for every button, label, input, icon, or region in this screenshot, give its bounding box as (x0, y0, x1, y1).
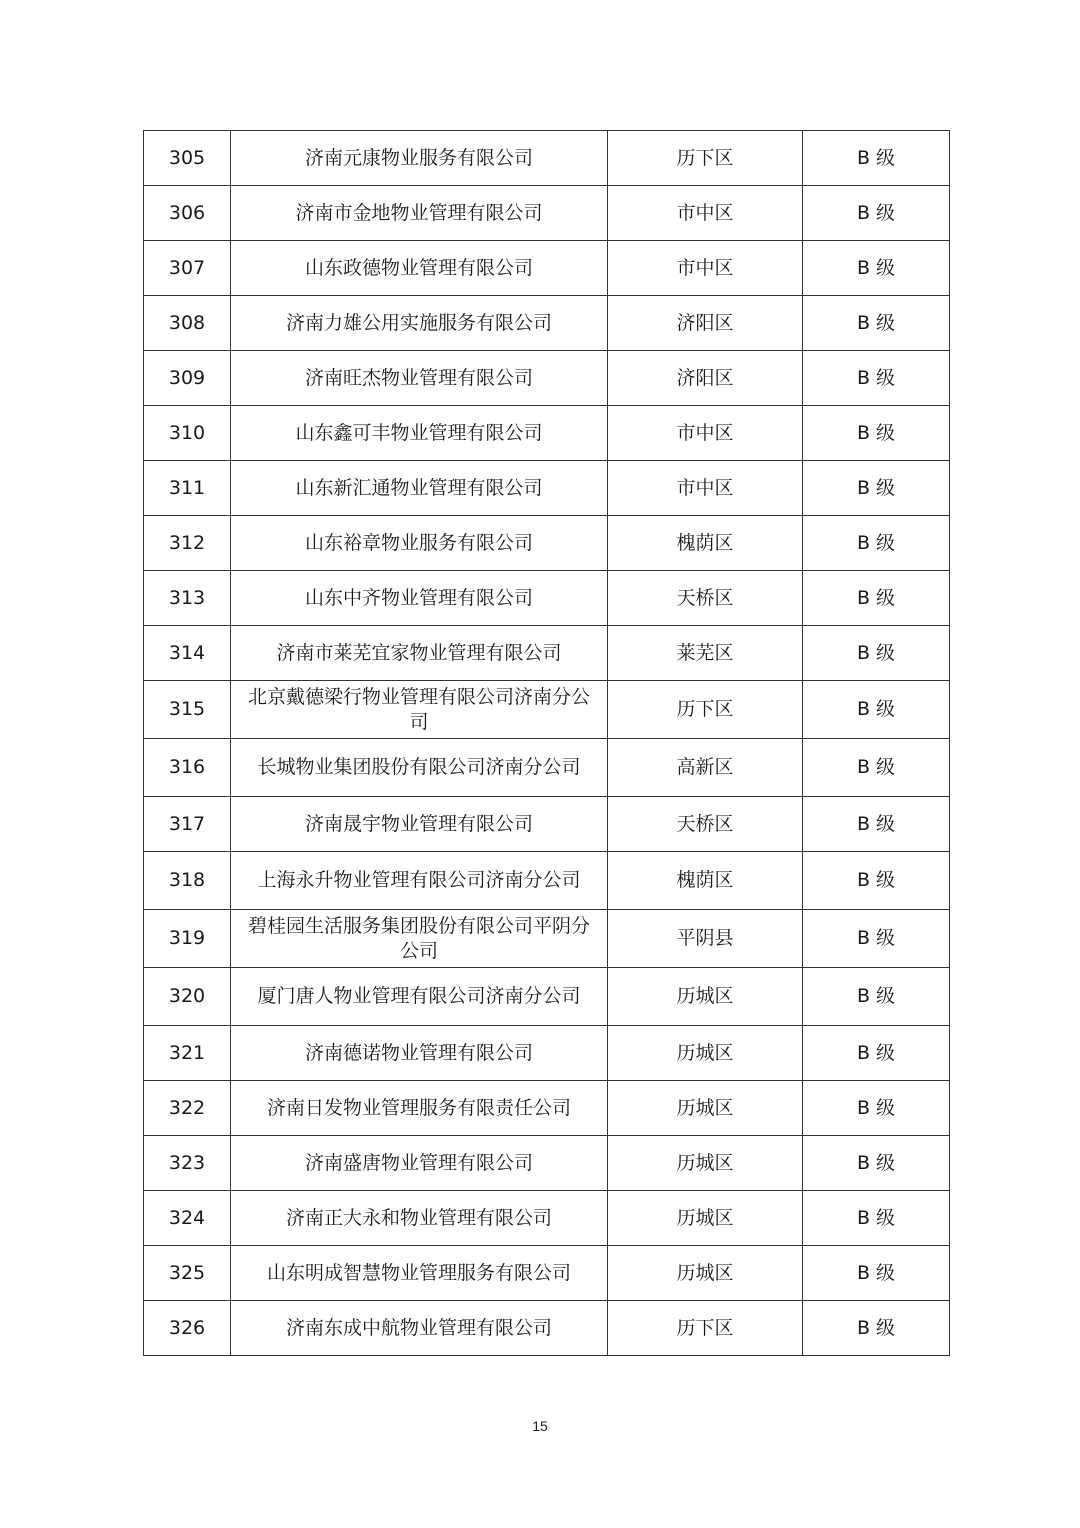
grade-cell: B 级 (803, 461, 950, 516)
table-row (144, 241, 950, 296)
district-cell: 槐荫区 (608, 852, 803, 910)
row-number-cell: 318 (144, 852, 231, 910)
table-row (144, 1026, 950, 1081)
company-name-cell: 北京戴德梁行物业管理有限公司济南分公司 (231, 681, 608, 739)
row-number-cell: 321 (144, 1026, 231, 1081)
table-row (144, 461, 950, 516)
row-number-cell: 316 (144, 739, 231, 797)
company-name-cell: 济南力雄公用实施服务有限公司 (231, 296, 608, 351)
district-cell: 历城区 (608, 1191, 803, 1246)
company-name-cell: 济南日发物业管理服务有限责任公司 (231, 1081, 608, 1136)
district-cell: 历下区 (608, 131, 803, 186)
table-row (144, 406, 950, 461)
row-number-cell: 315 (144, 681, 231, 739)
company-name-cell: 济南正大永和物业管理有限公司 (231, 1191, 608, 1246)
table-row (144, 1246, 950, 1301)
company-name-cell: 山东中齐物业管理有限公司 (231, 571, 608, 626)
page-number: 15 (532, 1418, 548, 1434)
company-name-cell: 济南晟宇物业管理有限公司 (231, 797, 608, 852)
table-row (144, 131, 950, 186)
district-cell: 历城区 (608, 968, 803, 1026)
district-cell: 市中区 (608, 241, 803, 296)
row-number-cell: 310 (144, 406, 231, 461)
row-number-cell: 306 (144, 186, 231, 241)
grade-cell: B 级 (803, 296, 950, 351)
grade-cell: B 级 (803, 626, 950, 681)
table-row (144, 1191, 950, 1246)
row-number-cell: 312 (144, 516, 231, 571)
table-row (144, 968, 950, 1026)
grade-cell: B 级 (803, 968, 950, 1026)
table-row (144, 797, 950, 852)
district-cell: 历城区 (608, 1081, 803, 1136)
company-grade-table (143, 130, 950, 1356)
grade-cell: B 级 (803, 516, 950, 571)
district-cell: 天桥区 (608, 797, 803, 852)
district-cell: 历下区 (608, 681, 803, 739)
row-number-cell: 309 (144, 351, 231, 406)
table-row (144, 910, 950, 968)
district-cell: 历城区 (608, 1026, 803, 1081)
grade-cell: B 级 (803, 1136, 950, 1191)
row-number-cell: 323 (144, 1136, 231, 1191)
grade-cell: B 级 (803, 1246, 950, 1301)
grade-cell: B 级 (803, 406, 950, 461)
company-name-cell: 山东政德物业管理有限公司 (231, 241, 608, 296)
company-name-cell: 上海永升物业管理有限公司济南分公司 (231, 852, 608, 910)
district-cell: 高新区 (608, 739, 803, 797)
table-row (144, 516, 950, 571)
grade-cell: B 级 (803, 910, 950, 968)
district-cell: 历城区 (608, 1246, 803, 1301)
company-name-cell: 厦门唐人物业管理有限公司济南分公司 (231, 968, 608, 1026)
grade-cell: B 级 (803, 571, 950, 626)
row-number-cell: 322 (144, 1081, 231, 1136)
grade-cell: B 级 (803, 241, 950, 296)
grade-cell: B 级 (803, 1081, 950, 1136)
grade-cell: B 级 (803, 681, 950, 739)
grade-cell: B 级 (803, 797, 950, 852)
company-name-cell: 山东裕章物业服务有限公司 (231, 516, 608, 571)
table-row (144, 852, 950, 910)
grade-cell: B 级 (803, 1301, 950, 1356)
district-cell: 莱芜区 (608, 626, 803, 681)
table-row (144, 1136, 950, 1191)
table-row (144, 351, 950, 406)
row-number-cell: 324 (144, 1191, 231, 1246)
row-number-cell: 319 (144, 910, 231, 968)
row-number-cell: 308 (144, 296, 231, 351)
grade-cell: B 级 (803, 351, 950, 406)
table-row (144, 186, 950, 241)
grade-cell: B 级 (803, 131, 950, 186)
company-name-cell: 山东新汇通物业管理有限公司 (231, 461, 608, 516)
table-body (144, 131, 950, 1356)
table-row (144, 626, 950, 681)
table-row (144, 296, 950, 351)
company-name-cell: 山东明成智慧物业管理服务有限公司 (231, 1246, 608, 1301)
district-cell: 历城区 (608, 1136, 803, 1191)
table-row (144, 1301, 950, 1356)
district-cell: 历下区 (608, 1301, 803, 1356)
company-name-cell: 济南元康物业服务有限公司 (231, 131, 608, 186)
company-name-cell: 济南市金地物业管理有限公司 (231, 186, 608, 241)
company-name-cell: 济南市莱芜宜家物业管理有限公司 (231, 626, 608, 681)
company-name-cell: 济南盛唐物业管理有限公司 (231, 1136, 608, 1191)
company-name-cell: 长城物业集团股份有限公司济南分公司 (231, 739, 608, 797)
grade-cell: B 级 (803, 852, 950, 910)
row-number-cell: 317 (144, 797, 231, 852)
district-cell: 济阳区 (608, 351, 803, 406)
district-cell: 天桥区 (608, 571, 803, 626)
grade-cell: B 级 (803, 186, 950, 241)
district-cell: 槐荫区 (608, 516, 803, 571)
row-number-cell: 307 (144, 241, 231, 296)
district-cell: 市中区 (608, 461, 803, 516)
district-cell: 济阳区 (608, 296, 803, 351)
company-name-cell: 碧桂园生活服务集团股份有限公司平阴分公司 (231, 910, 608, 968)
company-name-cell: 济南德诺物业管理有限公司 (231, 1026, 608, 1081)
grade-cell: B 级 (803, 1026, 950, 1081)
district-cell: 市中区 (608, 186, 803, 241)
row-number-cell: 305 (144, 131, 231, 186)
row-number-cell: 325 (144, 1246, 231, 1301)
grade-cell: B 级 (803, 1191, 950, 1246)
table-row (144, 739, 950, 797)
row-number-cell: 311 (144, 461, 231, 516)
table-row (144, 1081, 950, 1136)
company-name-cell: 山东鑫可丰物业管理有限公司 (231, 406, 608, 461)
row-number-cell: 313 (144, 571, 231, 626)
company-name-cell: 济南东成中航物业管理有限公司 (231, 1301, 608, 1356)
table-row (144, 571, 950, 626)
table-row (144, 681, 950, 739)
company-name-cell: 济南旺杰物业管理有限公司 (231, 351, 608, 406)
row-number-cell: 320 (144, 968, 231, 1026)
row-number-cell: 326 (144, 1301, 231, 1356)
district-cell: 平阴县 (608, 910, 803, 968)
row-number-cell: 314 (144, 626, 231, 681)
district-cell: 市中区 (608, 406, 803, 461)
grade-cell: B 级 (803, 739, 950, 797)
